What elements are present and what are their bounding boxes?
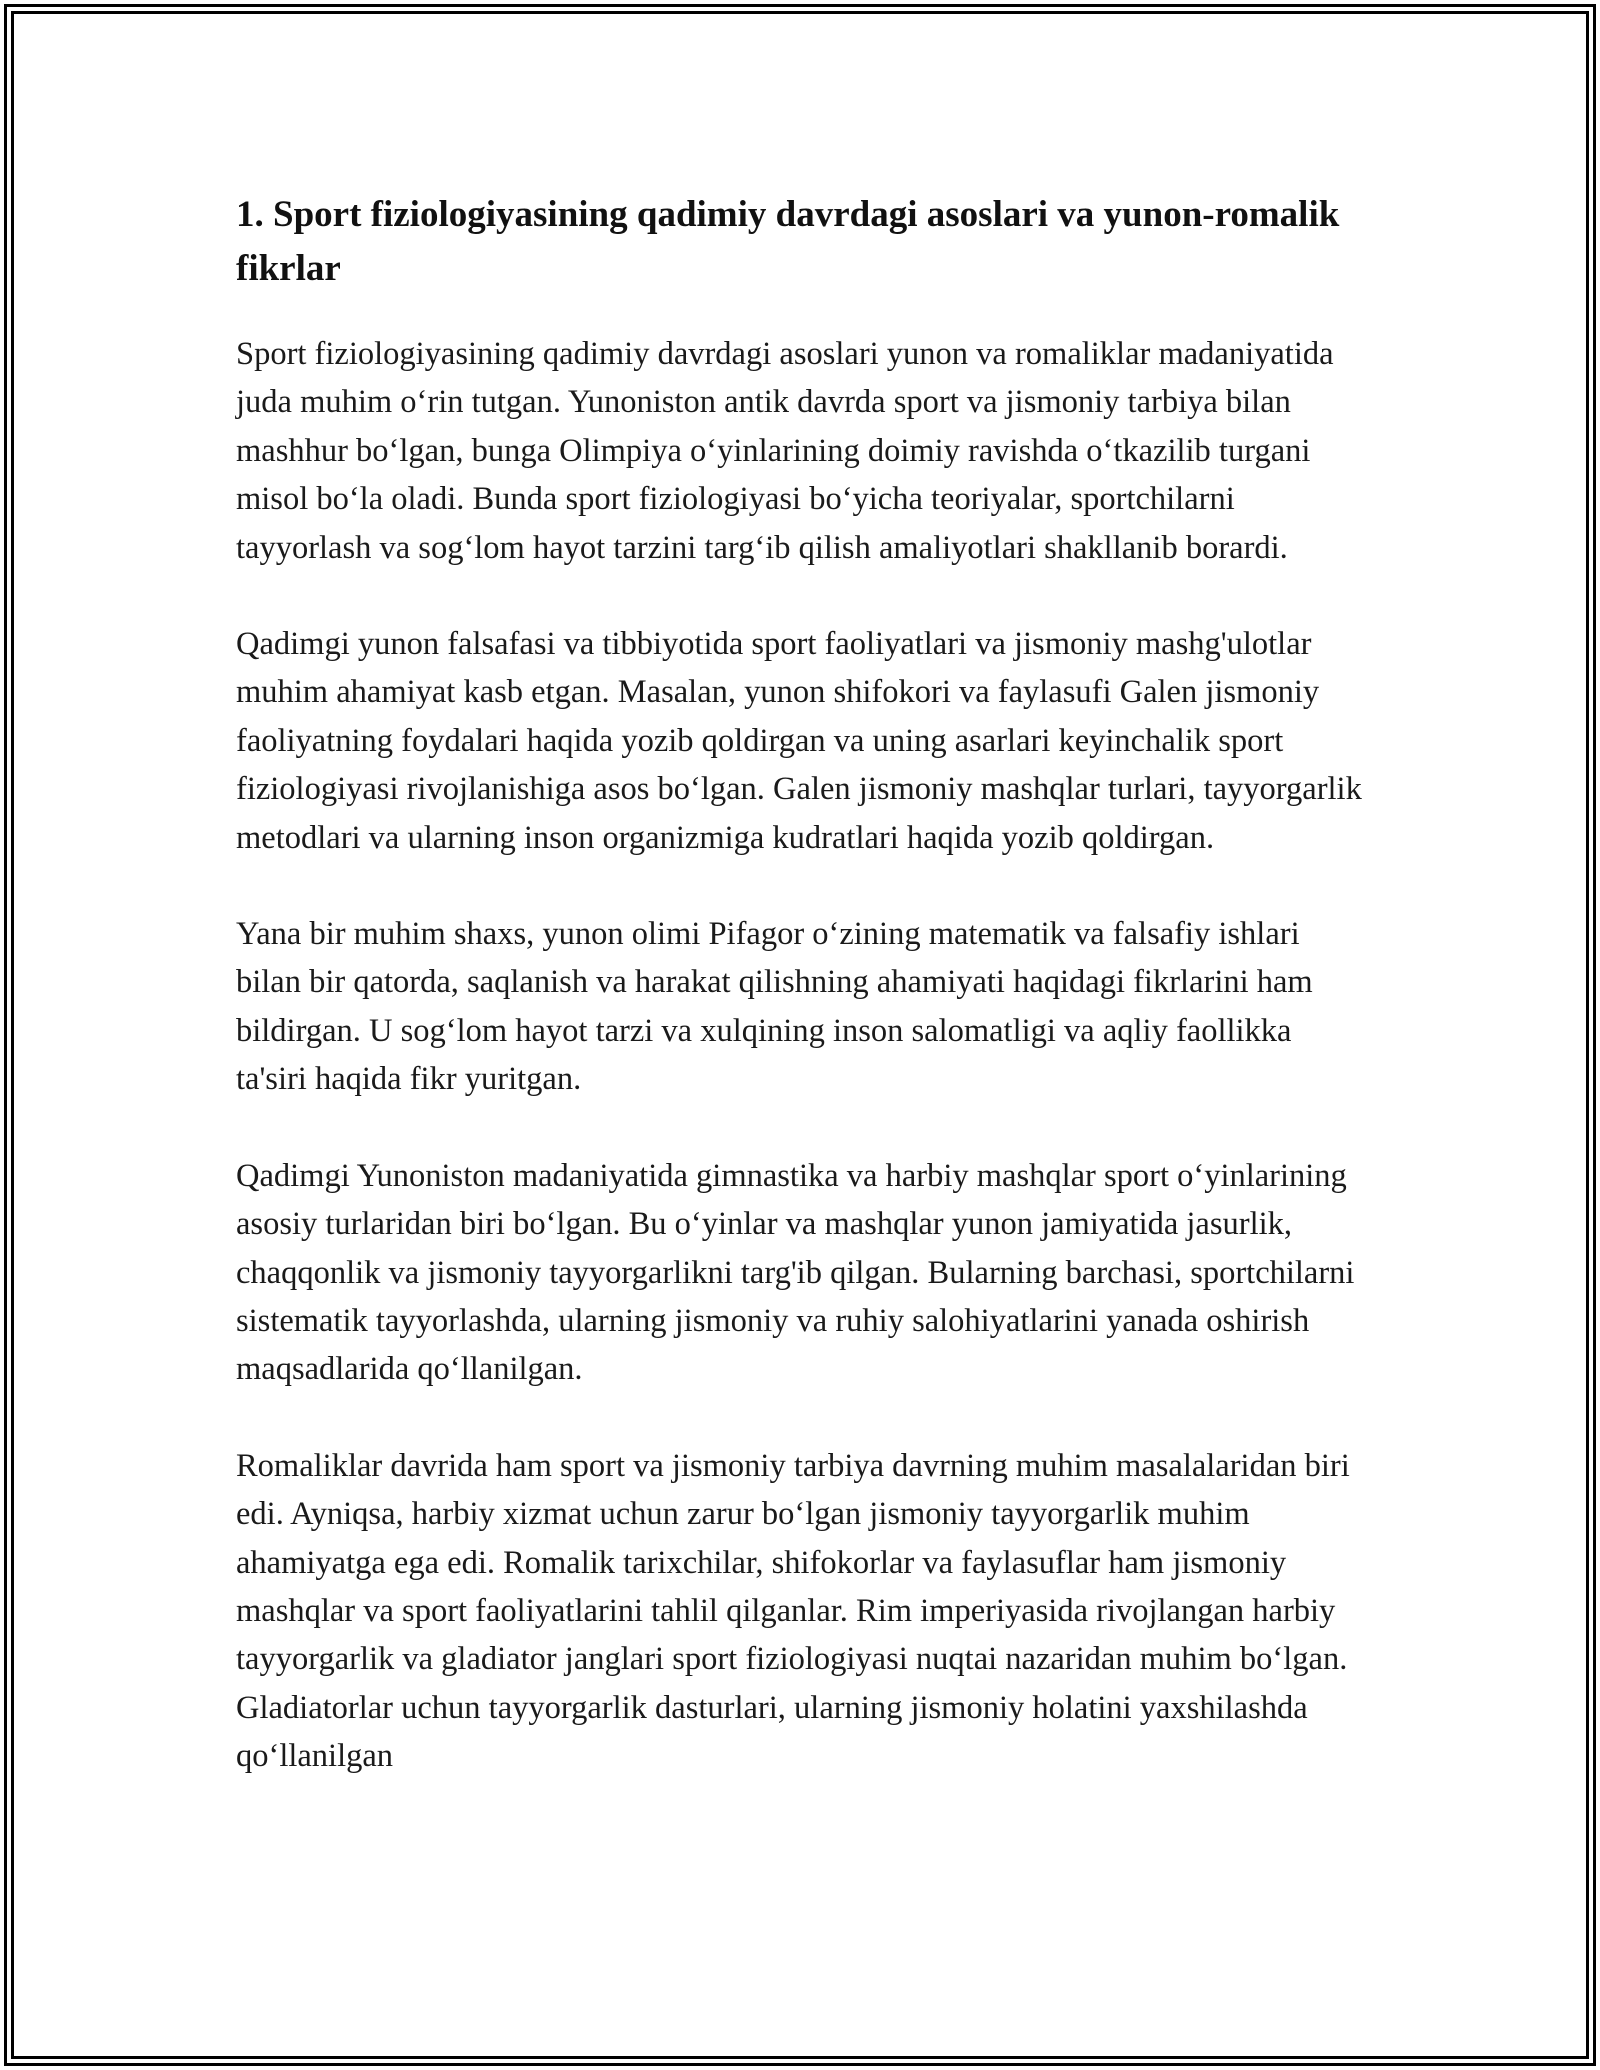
paragraph-5: Romaliklar davrida ham sport va jismoniy tarbiya davrning muhim masalalaridan biri edi. Ayniqsa, harbiy xizmat uchun zarur bo‘lgan jismoniy tayyorgarlik muhim ahamiyatga ega edi. Romalik tarixchilar, shifokorlar va faylasuflar ham jismoniy mashqlar va sport faoliyatlarini tahlil qilganlar. Rim imperiyasida rivojlangan harbiy tayyorgarlik va gladiator janglari sport fiziologiyasi nuqtai nazaridan muhim bo‘lgan. Gladiatorlar uchun tayyorgarlik dasturlari, ularning jismoniy holatini yaxshilashda qo‘llanilgan [236,1447,1350,1775]
section-heading: 1. Sport fiziologiyasining qadimiy davrdagi asoslari va yunon-romalik fikrlar [236,194,1340,289]
paragraph-3: Yana bir muhim shaxs, yunon olimi Pifagor o‘zining matematik va falsafiy ishlari bilan bir qatorda, saqlanish va harakat qilishning ahamiyati haqidagi fikrlarini ham bildirgan. U sog‘lom hayot tarzi va xulqining inson salomatligi va aqliy faollikka ta'siri haqida fikr yuritgan. [236,916,1313,1098]
paragraph-1: Sport fiziologiyasining qadimiy davrdagi asoslari yunon va romaliklar madaniyatida juda muhim o‘rin tutgan. Yunoniston antik davrda sport va jismoniy tarbiya bilan mashhur bo‘lgan, bunga Olimpiya o‘yinlarining doimiy ravishda o‘tkazilib turgani misol bo‘la oladi. Bunda sport fiziologiyasi bo‘yicha teoriyalar, sportchilarni tayyorlash va sog‘lom hayot tarzini targ‘ib qilish amaliyotlari shakllanib borardi. [236,336,1334,566]
paragraph-4: Qadimgi Yunoniston madaniyatida gimnastika va harbiy mashqlar sport o‘yinlarining asosiy turlaridan biri bo‘lgan. Bu o‘yinlar va mashqlar yunon jamiyatida jasurlik, chaqqonlik va jismoniy tayyorgarlikni targ'ib qilgan. Bularning barchasi, sportchilarni sistematik tayyorlashda, ularning jismoniy va ruhiy salohiyatlarini yanada oshirish maqsadlarida qo‘llanilgan. [236,1157,1355,1388]
document-body [236,188,1364,1781]
paragraph-2: Qadimgi yunon falsafasi va tibbiyotida sport faoliyatlari va jismoniy mashg'ulotlar muhim ahamiyat kasb etgan. Masalan, yunon shifokori va faylasufi Galen jismoniy faoliyatning foydalari haqida yozib qoldirgan va uning asarlari keyinchalik sport fiziologiyasi rivojlanishiga asos bo‘lgan. Galen jismoniy mashqlar turlari, tayyorgarlik metodlari va ularning inson organizmiga kudratlari haqida yozib qoldirgan. [236,626,1362,856]
